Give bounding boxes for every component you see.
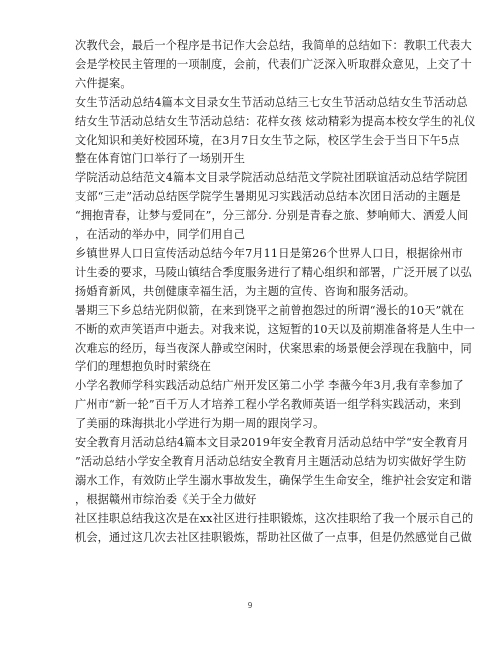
page-number: 9 [247, 601, 253, 610]
text-line: 乡镇世界人口日宣传活动总结今年7月11日是第26个世界人口日，根据徐州市 [75, 246, 463, 260]
text-line: 次难忘的经历，每当夜深人静或空闲时，伏案思索的场景便会浮现在我脑中，同 [75, 341, 472, 355]
text-line: 结女生节活动总结女生节活动总结：花样女孩 炫动精彩为提高本校女学生的礼仪 [75, 114, 476, 128]
text-line: 会是学校民主管理的一项制度，会前，代表们广泛深入听取群众意见，上交了十 [75, 57, 472, 71]
text-line: “拥抱青春，让梦与爱同在”，分三部分. 分别是青春之旅、梦响师大、洒爱人间 [75, 209, 469, 223]
text-line: 溺水工作，有效防止学生溺水事故发生，确保学生生命安全，维护社会安定和谐 [75, 473, 472, 487]
paragraph [75, 377, 464, 434]
text-line: 整在体育馆门口举行了一场别开生 [75, 152, 246, 166]
text-line: 机会，通过这几次去社区挂职锻炼，帮助社区做了一点事，但是仍然感觉自己做 [75, 530, 472, 544]
text-line: 安全教育月活动总结4篇本文目录2019年安全教育月活动总结中学“安全教育月 [75, 436, 469, 450]
text-line: 文化知识和美好校园环境，在3月7日女生节之际，校区学生会于当日下午5点 [75, 133, 460, 147]
paragraph [75, 245, 472, 302]
paragraph [75, 94, 476, 170]
text-line: 小学名教师学科实践活动总结广州开发区第二小学 李薇今年3月,我有幸参加了 [75, 379, 464, 393]
text-line: 了美丽的珠海拱北小学进行为期一周的跟岗学习。 [75, 417, 325, 431]
text-line: 计生委的要求，马陵山镇结合季度服务进行了精心组织和部署，广泛开展了以弘 [75, 265, 472, 279]
text-line: 暑期三下乡总结光阴似箭，在来到饶平之前曾抱怨过的所谓“漫长的10天”就在 [75, 303, 465, 317]
text-line: ，在活动的举办中，同学们用自己 [75, 228, 246, 242]
text-line: 学院活动总结范文4篇本文目录学院活动总结范文学院社团联谊活动总结学院团 [75, 171, 468, 185]
text-line: ”活动总结小学安全教育月活动总结安全教育月主题活动总结为切实做好学生防 [75, 454, 467, 468]
document-body [75, 37, 476, 547]
paragraph [75, 169, 469, 245]
paragraph [75, 434, 472, 510]
text-line: 社区挂职总结我这次是在xx社区进行挂职锻炼，这次挂职给了我一个展示自己的 [75, 511, 474, 525]
text-line: 女生节活动总结4篇本文目录女生节活动总结三七女生节活动总结女生节活动总 [75, 95, 468, 109]
paragraph [75, 37, 472, 94]
paragraph [75, 302, 476, 378]
text-line: 不断的欢声笑语声中逝去。对我来说，这短暂的10天以及前期准备将是人生中一 [75, 322, 476, 336]
text-line: 广州市“新一轮”百千万人才培养工程小学名教师英语一组学科实践活动，来到 [75, 398, 461, 412]
paragraph [75, 510, 474, 548]
text-line: 学们的理想抱负时时萦绕在 [75, 360, 212, 374]
text-line: 扬婚育新风，共创健康幸福生活，为主题的宣传、咨询和服务活动。 [75, 284, 416, 298]
text-line: ，根据赣州市综治委《关于全力做好 [75, 492, 257, 506]
text-line: 次教代会，最后一个程序是书记作大会总结，我简单的总结如下：教职工代表大 [75, 39, 472, 52]
text-line: 六件提案。 [75, 76, 132, 90]
text-line: 支部“三走”活动总结医学院学生暑期见习实践活动总结本次团日活动的主题是 [75, 190, 461, 204]
